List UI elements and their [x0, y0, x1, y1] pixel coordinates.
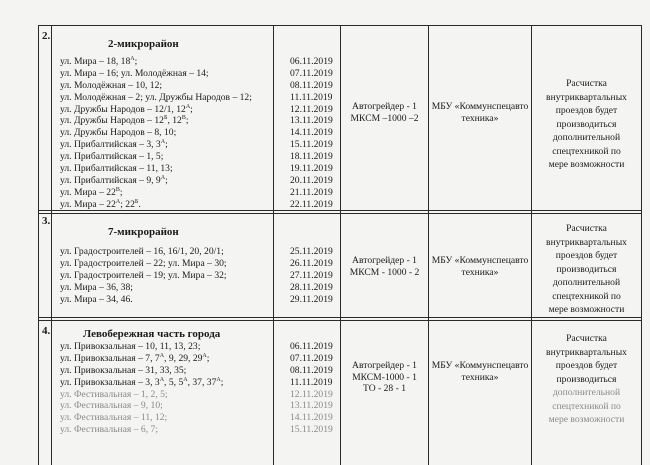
note-line: проездов будет [555, 360, 618, 371]
street-list [60, 246, 227, 305]
date-entry: 12.11.2019 [290, 388, 333, 400]
organization-line: МБУ «Коммунспецавто [431, 255, 529, 266]
street-entry: ул. Градостроителей – 16, 16/1, 20, 20/1; [60, 246, 224, 257]
note-line: Расчистка [566, 333, 607, 344]
date-entry: 19.11.2019 [290, 163, 333, 175]
col-border-6 [641, 25, 642, 465]
note-line: спецтехникой по [552, 290, 621, 302]
date-entry: 12.11.2019 [290, 103, 333, 115]
note-line: проездов будет [555, 250, 618, 261]
street-entry: ул. Мира – 36, 38; [60, 281, 133, 293]
street-entry: ул. Дружбы Народов – 8, 10; [60, 127, 177, 139]
street-list [60, 341, 223, 436]
col-border-3 [340, 25, 341, 465]
date-entry: 26.11.2019 [290, 257, 333, 269]
street-entry: ул. Прибалтийская – 1, 5; [60, 151, 164, 163]
street-entry: ул. Молодёжная – 10, 12; [60, 79, 163, 91]
note-line: спецтехникой по [552, 145, 621, 157]
street-entry: ул. Фестивальная – 9, 10; [60, 400, 163, 412]
equipment-line: МКСМ-1000 - 1 [352, 371, 417, 383]
date-entry: 14.11.2019 [290, 412, 333, 424]
note-line: производиться [556, 118, 617, 130]
street-entry: ул. Градостроителей – 19; ул. Мира – 32; [60, 269, 227, 281]
date-entry: 08.11.2019 [290, 79, 333, 91]
street-entry: ул. Мира – 18, $18^А$; [60, 56, 138, 67]
street-entry: ул. Прибалтийская – 9, $9^А$; [60, 174, 168, 186]
date-entry: 15.11.2019 [290, 139, 333, 151]
note-line: мере возможности [548, 414, 625, 425]
date-entry: 18.11.2019 [290, 151, 333, 163]
organization-line: техника» [461, 371, 499, 383]
organization-line: МБУ «Коммунспецавто [431, 101, 529, 112]
date-entry: 13.11.2019 [290, 400, 333, 412]
date-entry: 20.11.2019 [290, 174, 333, 186]
street-entry: ул. Мира – $22^А$; $22^Б$. [60, 198, 141, 210]
note-line: дополнительной [552, 132, 621, 143]
street-entry: ул. Мира – 16; ул. Молодёжная – 14; [60, 67, 209, 79]
street-entry: ул. Привокзальная – 10, 11, 13, 23; [60, 341, 201, 352]
street-entry: ул. Привокзальная – 7, $7^А$, 9, 29, $29^А$; [60, 352, 210, 364]
note-cell [532, 77, 641, 172]
date-entry: 29.11.2019 [290, 293, 333, 305]
date-list [290, 341, 333, 436]
date-entry: 27.11.2019 [290, 269, 333, 281]
note-line: мере возможности [548, 304, 625, 315]
date-entry: 11.11.2019 [290, 91, 333, 103]
note-line: производиться [556, 263, 617, 275]
street-entry: ул. Мира – 34, 46. [60, 293, 133, 305]
date-entry: 06.11.2019 [290, 341, 333, 352]
date-entry: 21.11.2019 [290, 186, 333, 198]
street-entry: ул. Градостроителей – 22; ул. Мира – 30; [60, 257, 227, 269]
date-entry: 07.11.2019 [290, 67, 333, 79]
note-cell [532, 222, 641, 317]
note-line: внутриквартальных [546, 236, 627, 248]
organization-line: МБУ «Коммунспецавто [431, 360, 529, 371]
organization-line: техника» [461, 266, 499, 278]
note-line: производиться [556, 373, 617, 385]
col-border-4 [428, 25, 429, 465]
date-entry: 06.11.2019 [290, 56, 333, 67]
organization-cell [429, 101, 531, 124]
organization-cell [429, 255, 531, 278]
date-entry: 22.11.2019 [290, 198, 333, 210]
street-entry: ул. Привокзальная – 3, $3^А$, 5, $5^А$, 37, $37^А$; [60, 376, 224, 388]
equipment-line: МКСМ - 1000 - 2 [349, 266, 420, 278]
date-entry: 15.11.2019 [290, 424, 333, 436]
date-entry: 28.11.2019 [290, 281, 333, 293]
note-cell [532, 332, 641, 427]
equipment-cell [341, 101, 428, 124]
date-entry: 11.11.2019 [290, 376, 333, 388]
note-line: Расчистка [566, 78, 607, 89]
note-line: проездов будет [555, 105, 618, 116]
date-entry: 13.11.2019 [290, 115, 333, 127]
note-line: внутриквартальных [546, 91, 627, 103]
street-entry: ул. Фестивальная – 11, 12; [60, 412, 168, 424]
date-entry: 25.11.2019 [290, 246, 333, 257]
equipment-cell [341, 255, 428, 278]
note-line: спецтехникой по [552, 400, 621, 412]
street-list [60, 56, 252, 211]
section-number: 2. [42, 30, 51, 42]
col-border-0 [38, 25, 39, 465]
equipment-line: ТО - 28 - 1 [362, 383, 407, 394]
street-entry: ул. Фестивальная – 1, 2, 5; [60, 388, 168, 400]
date-entry: 14.11.2019 [290, 127, 333, 139]
note-line: мере возможности [548, 159, 625, 170]
equipment-line: МКСМ –1000 –2 [350, 112, 419, 124]
section-number: 4. [42, 325, 51, 337]
street-entry: ул. Молодёжная – 2; ул. Дружбы Народов – 12; [60, 91, 252, 103]
col-border-1 [51, 25, 52, 465]
district-title: Левобережная часть города [83, 328, 221, 340]
street-entry: ул. Фестивальная – 6, 7; [60, 424, 158, 436]
note-line: Расчистка [566, 223, 607, 234]
equipment-line: Автогрейдер - 1 [352, 360, 417, 371]
street-entry: ул. Дружбы Народов – $12^Б$, $12^В$; [60, 115, 189, 127]
section-number: 3. [42, 215, 51, 227]
note-line: внутриквартальных [546, 346, 627, 358]
organization-cell [429, 360, 531, 383]
equipment-line: Автогрейдер - 1 [352, 255, 417, 266]
street-entry: ул. Дружбы Народов – 12/1, $12^А$; [60, 103, 193, 115]
district-title: 2-микрорайон [108, 38, 179, 50]
date-entry: 08.11.2019 [290, 364, 333, 376]
district-title: 7-микрорайон [108, 226, 179, 238]
street-entry: ул. Прибалтийская – 3, $3^А$; [60, 139, 168, 151]
note-line: дополнительной [552, 387, 621, 398]
date-entry: 07.11.2019 [290, 352, 333, 364]
date-list [290, 56, 333, 211]
organization-line: техника» [461, 112, 499, 124]
note-line: дополнительной [552, 277, 621, 288]
street-entry: ул. Прибалтийская – 11, 13; [60, 163, 173, 175]
equipment-cell [341, 360, 428, 395]
col-border-2 [273, 25, 274, 465]
street-entry: ул. Привокзальная – 31, 33, 35; [60, 364, 187, 376]
equipment-line: Автогрейдер - 1 [352, 101, 417, 112]
street-entry: ул. Мира – $22^В$; [60, 186, 123, 198]
date-list [290, 246, 333, 305]
